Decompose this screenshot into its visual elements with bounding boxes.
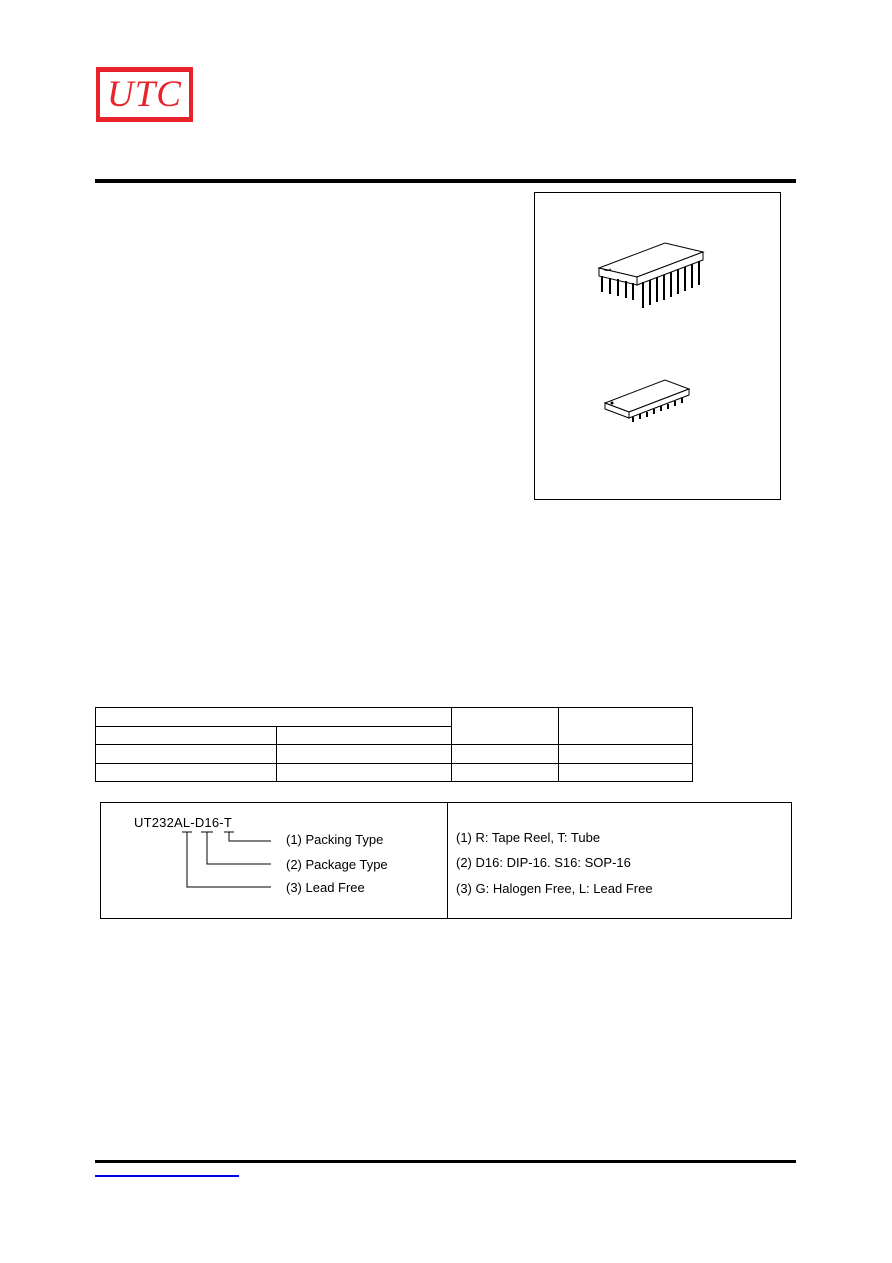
sop-16-package-icon (603, 376, 693, 426)
part-number-callout-lines (101, 803, 301, 903)
table-rule (95, 726, 451, 727)
table-divider (558, 707, 559, 782)
text: D16: DIP-16. S16: SOP-16 (471, 855, 631, 870)
part-number-naming-box (100, 802, 792, 919)
header-rule (95, 179, 796, 183)
table-border-top (95, 707, 693, 708)
table-border-right (692, 707, 693, 782)
text: G: Halogen Free, L: Lead Free (471, 881, 653, 896)
dip-16-package-icon (597, 238, 707, 318)
description-package-type (456, 855, 631, 870)
part-number: UT232AL-D16-T (134, 815, 232, 830)
legend-packing-type: (1) Packing Type (286, 832, 384, 847)
table-border-left (95, 707, 96, 782)
naming-divider (447, 803, 448, 918)
table-rule (95, 763, 693, 764)
logo-inner (100, 72, 189, 117)
utc-logo (96, 67, 193, 122)
description-packing-type (456, 830, 600, 845)
legend-package-type: (2) Package Type (286, 857, 388, 872)
code: (3) (456, 881, 472, 896)
footer-rule (95, 1160, 796, 1163)
package-illustration-box (534, 192, 781, 500)
code: (2) (456, 855, 472, 870)
description-lead-free (456, 881, 653, 896)
table-divider (451, 707, 452, 782)
ordering-information-table (95, 707, 693, 782)
text: R: Tape Reel, T: Tube (471, 830, 601, 845)
table-divider (276, 726, 277, 782)
code: (1) (456, 830, 472, 845)
legend-lead-free: (3) Lead Free (286, 880, 365, 895)
table-border-bottom (95, 781, 693, 782)
table-rule (95, 744, 693, 745)
logo-text: UTC (107, 74, 182, 115)
footer-website-link[interactable] (95, 1175, 239, 1177)
